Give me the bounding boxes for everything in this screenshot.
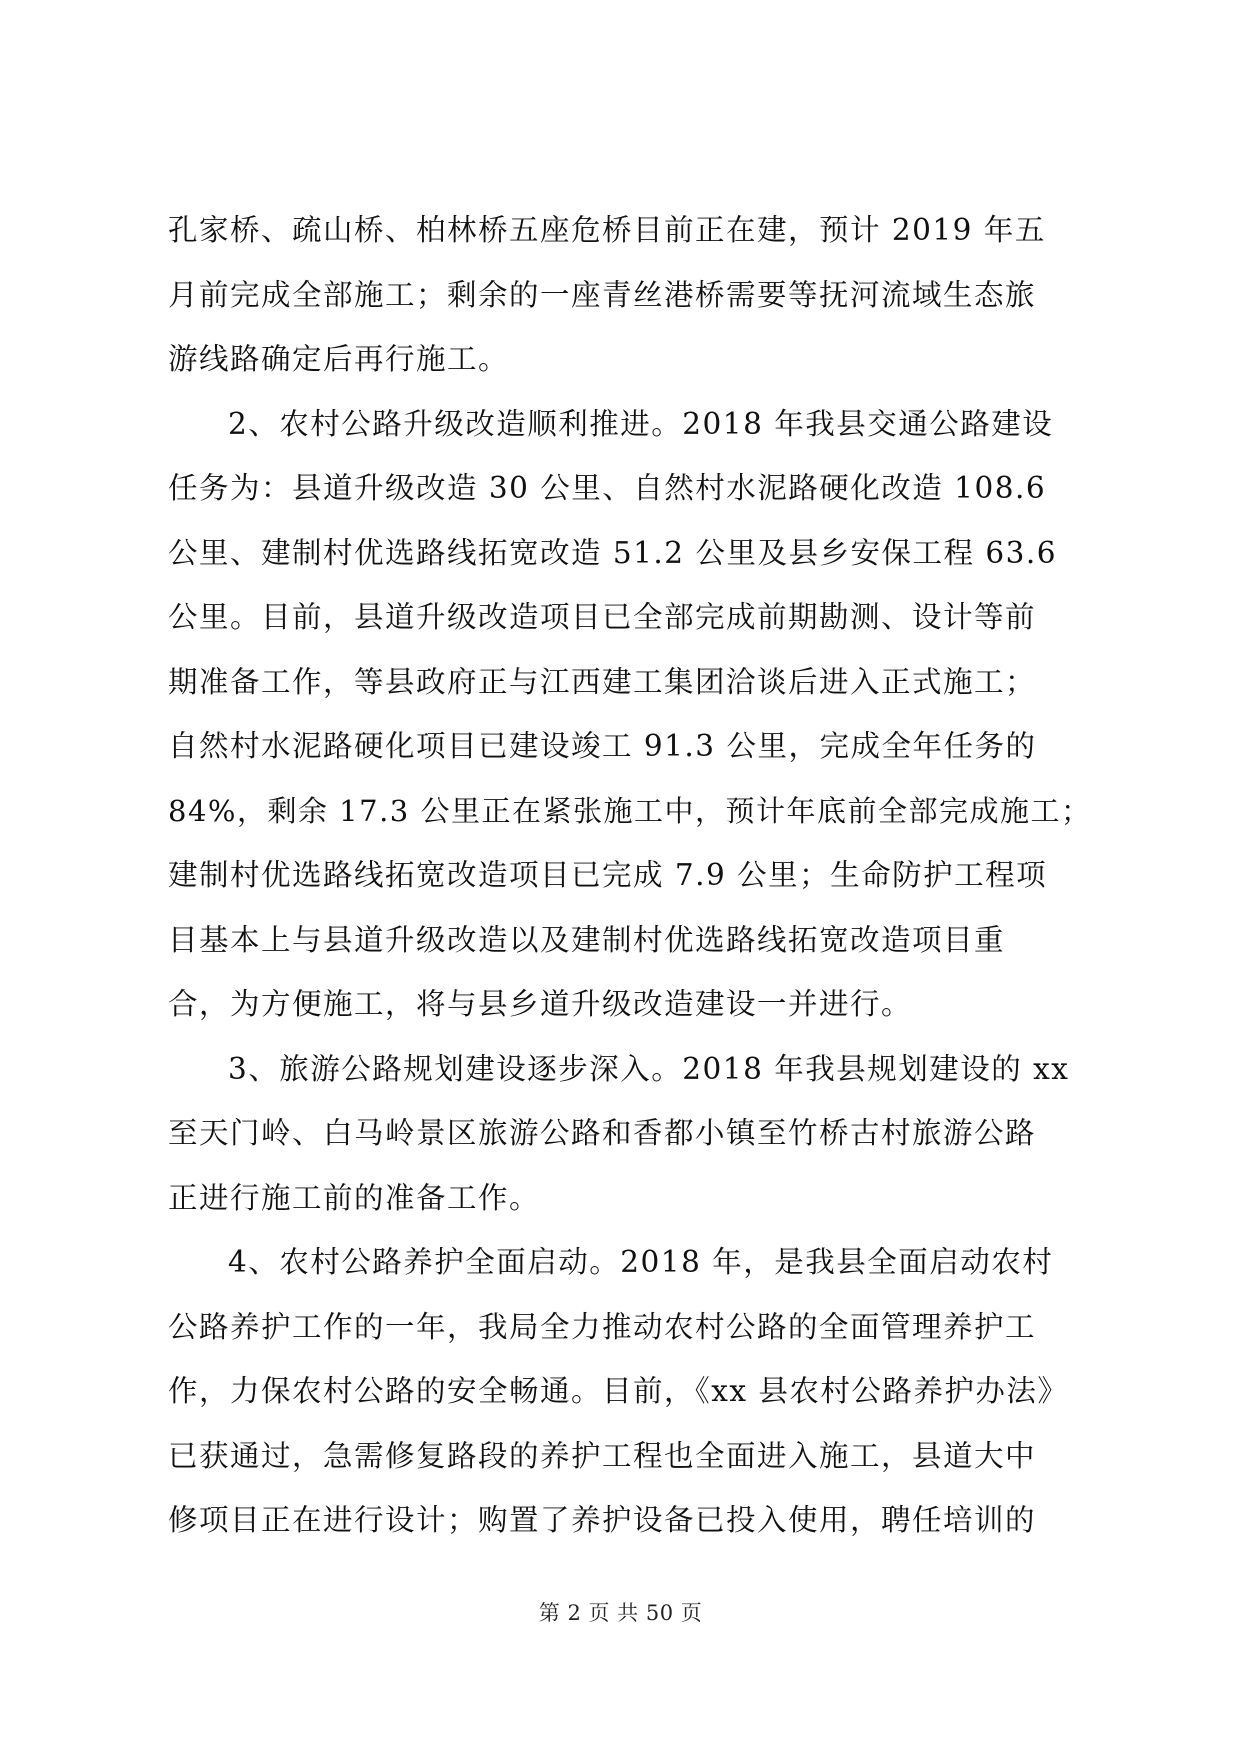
text-line: 公里、建制村优选路线拓宽改造 51.2 公里及县乡安保工程 63.6: [168, 535, 1057, 570]
text-line: 月前完成全部施工；剩余的一座青丝港桥需要等抚河流域生态旅: [168, 277, 1037, 312]
text-line: 已获通过，急需修复路段的养护工程也全面进入施工，县道大中: [168, 1438, 1037, 1473]
text-line: 游线路确定后再行施工。: [168, 342, 510, 376]
text-line: 期准备工作，等县政府正与江西建工集团洽谈后进入正式施工；: [168, 664, 1037, 699]
text-line: 孔家桥、疏山桥、柏林桥五座危桥目前正在建，预计 2019 年五: [168, 213, 1046, 247]
text-line: 公路养护工作的一年，我局全力推动农村公路的全面管理养护工: [168, 1309, 1037, 1344]
page-footer: [0, 1598, 1241, 1628]
page-number: 第 2 页 共 50 页: [538, 1601, 703, 1625]
text-line: 公里。目前，县道升级改造项目已全部完成前期勘测、设计等前: [168, 600, 1037, 634]
text-line: 修项目正在进行设计；购置了养护设备已投入使用，聘任培训的: [168, 1503, 1037, 1537]
paragraph-4-start: 4、农村公路养护全面启动。2018 年，是我县全面启动农村: [228, 1245, 1054, 1279]
document-body: [168, 198, 1092, 1553]
text-line: 至天门岭、白马岭景区旅游公路和香都小镇至竹桥古村旅游公路: [168, 1116, 1037, 1150]
text-line: 任务为：县道升级改造 30 公里、自然村水泥路硬化改造 108.6: [168, 471, 1047, 505]
text-line: 建制村优选路线拓宽改造项目已完成 7.9 公里；生命防护工程项: [168, 858, 1048, 892]
paragraph-3-start: 3、旅游公路规划建设逐步深入。2018 年我县规划建设的 xx: [228, 1051, 1070, 1086]
text-line: 合，为方便施工，将与县乡道升级改造建设一并进行。: [168, 987, 913, 1021]
text-line: 84%，剩余 17.3 公里正在紧张施工中，预计年底前全部完成施工；: [168, 793, 1092, 828]
text-line: 作，力保农村公路的安全畅通。目前，《xx 县农村公路养护办法》: [168, 1374, 1069, 1408]
text-line: 正进行施工前的准备工作。: [168, 1180, 541, 1215]
text-line: 自然村水泥路硬化项目已建设竣工 91.3 公里，完成全年任务的: [168, 729, 1037, 763]
text-line: 目基本上与县道升级改造以及建制村优选路线拓宽改造项目重: [168, 922, 1006, 957]
paragraph-2-start: 2、农村公路升级改造顺利推进。2018 年我县交通公路建设: [228, 406, 1054, 441]
